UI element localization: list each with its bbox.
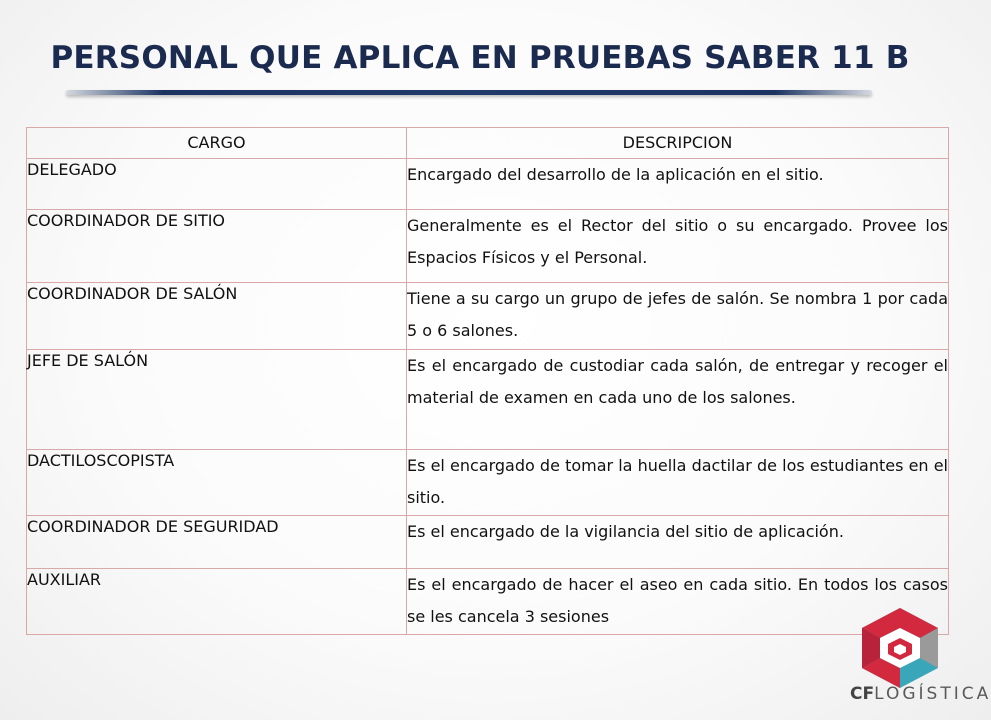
table-row [27, 159, 949, 210]
logo-word: LOGÍSTICA [874, 684, 991, 704]
descripcion-cell: Es el encargado de la vigilancia del sitio de aplicación. [407, 516, 949, 569]
cargo-cell: COORDINADOR DE SEGURIDAD [27, 516, 407, 569]
descripcion-cell: Es el encargado de hacer el aseo en cada sitio. En todos los casos se les cancela 3 sesiones [407, 569, 949, 635]
descripcion-cell: Tiene a su cargo un grupo de jefes de salón. Se nombra 1 por cada 5 o 6 salones. [407, 283, 949, 350]
table-row [27, 569, 949, 635]
logo-prefix: CF [850, 684, 875, 704]
cargo-cell: AUXILIAR [27, 569, 407, 635]
table-row [27, 516, 949, 569]
cargo-cell: DACTILOSCOPISTA [27, 450, 407, 516]
cargo-cell: COORDINADOR DE SITIO [27, 210, 407, 283]
page-title: PERSONAL QUE APLICA EN PRUEBAS SABER 11 B [50, 40, 910, 76]
descripcion-cell: Encargado del desarrollo de la aplicación en el sitio. [407, 159, 949, 210]
descripcion-cell: Es el encargado de custodiar cada salón, de entregar y recoger el material de examen en cada uno de los salones. [407, 350, 949, 450]
table-row [27, 450, 949, 516]
descripcion-cell: Es el encargado de tomar la huella dactilar de los estudiantes en el sitio. [407, 450, 949, 516]
cargo-cell: COORDINADOR DE SALÓN [27, 283, 407, 350]
header-cargo: CARGO [27, 128, 407, 159]
logo-wordmark [850, 684, 991, 714]
title-underline [66, 90, 872, 95]
descripcion-cell: Generalmente es el Rector del sitio o su encargado. Provee los Espacios Físicos y el Personal. [407, 210, 949, 283]
table-row [27, 210, 949, 283]
cargo-cell: JEFE DE SALÓN [27, 350, 407, 450]
table-row [27, 350, 949, 450]
cargo-cell: DELEGADO [27, 159, 407, 210]
table-header-row [27, 128, 949, 159]
header-descripcion: DESCRIPCION [407, 128, 949, 159]
personnel-table [26, 127, 949, 635]
table-row [27, 283, 949, 350]
